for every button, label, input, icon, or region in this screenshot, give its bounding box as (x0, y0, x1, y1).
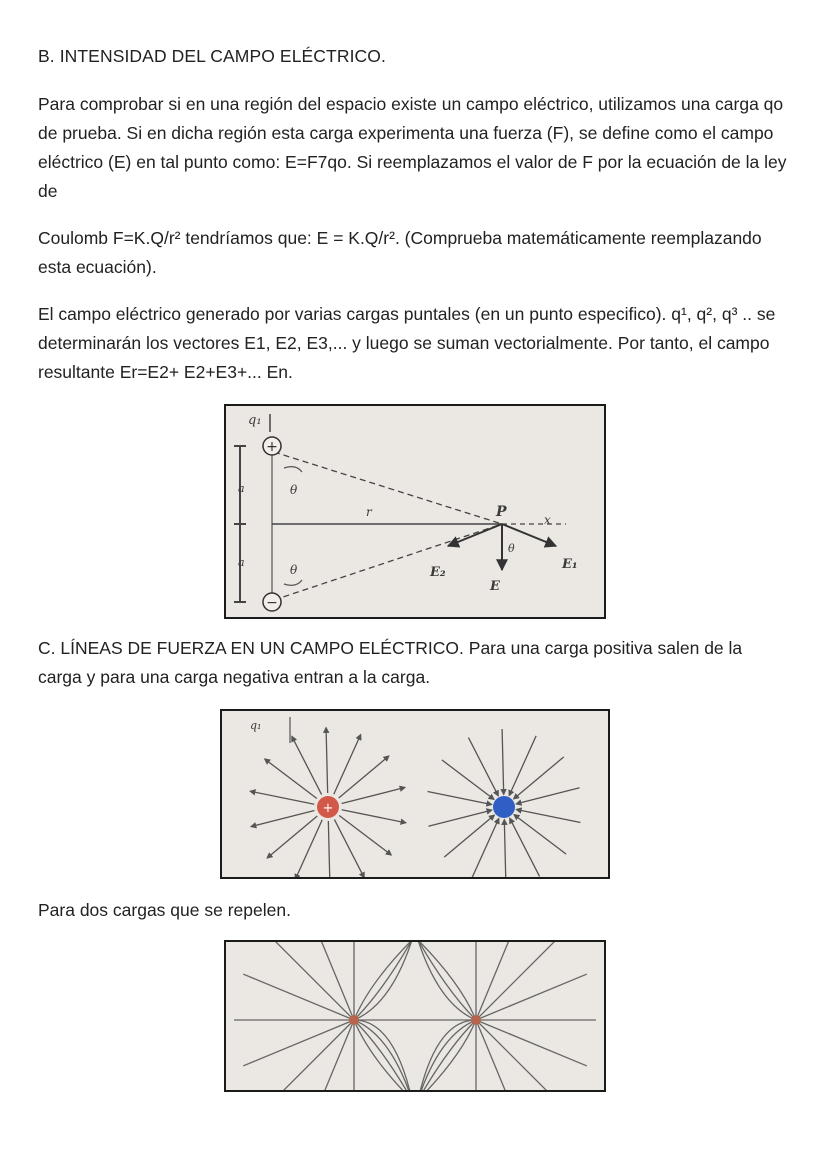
negative-charge-dot (493, 796, 515, 818)
field-line (510, 736, 536, 794)
dipole-field-figure (224, 404, 606, 619)
field-line (442, 760, 493, 799)
q-label: q₁ (250, 719, 262, 732)
field-line (510, 819, 539, 876)
right-charge (471, 1015, 481, 1025)
field-line (252, 792, 315, 805)
section-d-paragraph: Para dos cargas que se repelen. (38, 900, 291, 920)
field-line (518, 810, 581, 823)
field-line (339, 757, 388, 798)
field-line (328, 821, 330, 877)
theta-p-label: θ (508, 542, 515, 555)
a-top-label: a (238, 482, 245, 495)
field-line (504, 821, 506, 877)
field-line (252, 810, 314, 826)
e2-label: E₂ (430, 565, 446, 580)
field-line (334, 736, 360, 794)
field-lines-figure (220, 709, 610, 879)
field-line (468, 738, 497, 795)
field-line (418, 1020, 476, 1090)
field-line (326, 729, 328, 793)
field-line (428, 810, 490, 826)
field-line (296, 820, 322, 877)
field-line (518, 788, 580, 804)
x-label: x (544, 513, 551, 527)
e2-vector (448, 524, 502, 546)
field-line (334, 819, 363, 876)
repelling-charges-figure (224, 940, 606, 1092)
section-c-paragraph: C. LÍNEAS DE FUERZA EN UN CAMPO ELÉCTRICO. Para una carga positiva salen de la carga y para una carga negativa entran a la carga. (38, 638, 743, 687)
field-line (428, 792, 491, 805)
field-line (472, 820, 498, 877)
section-b-paragraph-2: Coulomb F=K.Q/r² tendríamos que: E = K.Q/r². (Comprueba matemáticamente reemplazando esta ecuación). (38, 228, 762, 277)
p-label: P (496, 504, 507, 520)
field-line (354, 942, 412, 1020)
field-line (354, 1020, 412, 1090)
field-line (476, 942, 561, 1020)
a-bottom-label: a (238, 556, 245, 569)
field-line (515, 757, 564, 798)
r-label: r (366, 505, 372, 519)
field-line (342, 810, 405, 823)
section-b-paragraph-1: Para comprobar si en una región del espacio existe un campo eléctrico, utilizamos una carga qo de prueba. Si en dicha región esta carga experimenta una fuerza (F), se define como el campo eléctrico (E) en tal punto como: E=F7qo. Si reemplazamos el valor de F por la ecuación de la ley de (38, 94, 787, 201)
field-line (339, 815, 390, 854)
field-line (515, 815, 566, 854)
field-line (269, 1020, 354, 1090)
section-b-paragraph-3: El campo eléctrico generado por varias cargas puntales (en un punto especifico). q¹, q², q³ .. se determinarán los vectores E1, E2, E3,... y luego se suman vectorialmente. Por tanto, el campo resultante Er=E2+ E2+E3+... En. (38, 304, 776, 382)
field-line (268, 816, 317, 857)
e-label: E (490, 579, 500, 594)
field-line (308, 1020, 354, 1090)
field-line (266, 760, 317, 799)
section-b-heading: B. INTENSIDAD DEL CAMPO ELÉCTRICO. (38, 46, 386, 66)
field-line (342, 788, 404, 804)
field-line (292, 738, 321, 795)
theta-top-label: θ (290, 483, 298, 497)
left-charge (349, 1015, 359, 1025)
positive-charge-sign: + (266, 439, 278, 455)
theta-bottom-label: θ (290, 563, 298, 577)
field-line (444, 816, 493, 857)
field-line (269, 942, 354, 1020)
field-line (476, 1020, 561, 1090)
negative-charge-sign: − (266, 595, 278, 611)
field-line (476, 1020, 522, 1090)
q1-label: q₁ (248, 413, 262, 428)
repelling-field-lines (234, 942, 596, 1090)
positive-charge-symbol: + (322, 801, 334, 816)
field-line (418, 942, 476, 1020)
e1-label: E₁ (562, 557, 578, 572)
field-line (502, 729, 504, 793)
